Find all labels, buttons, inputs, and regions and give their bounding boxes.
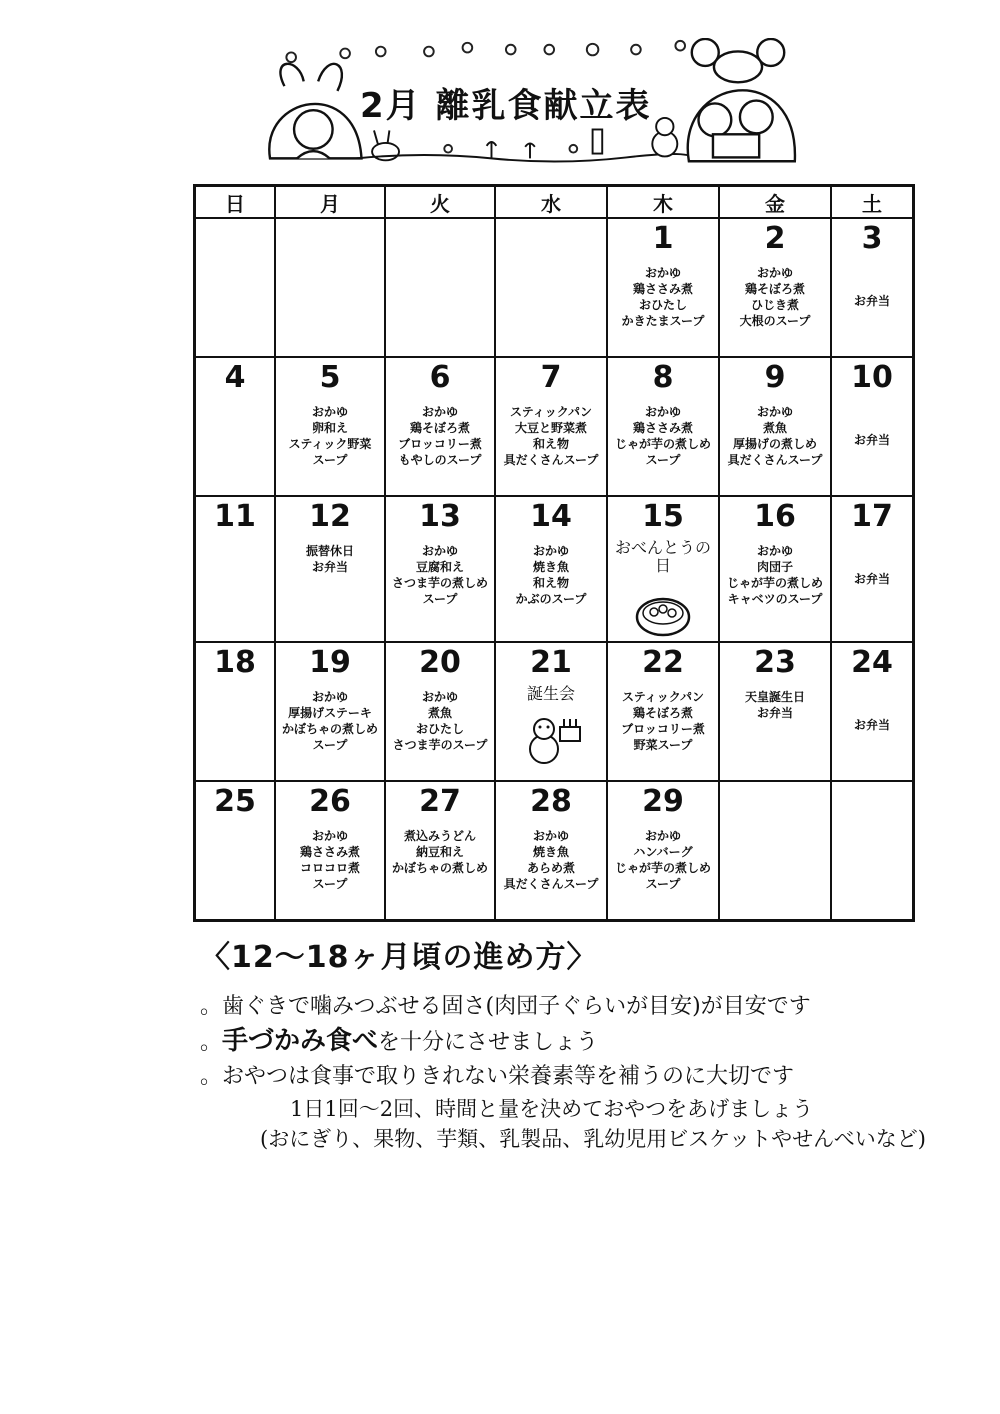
menu-item: 野菜スープ	[633, 738, 693, 752]
menu-item: おかゆ	[532, 829, 569, 843]
weekday-thu: 木	[607, 186, 719, 219]
menu-item: 鶏ささみ煮	[632, 282, 693, 296]
menu-item: スープ	[312, 738, 348, 752]
day-menu	[608, 404, 718, 468]
day-number: 24	[851, 645, 893, 680]
day-menu	[386, 689, 494, 753]
day-event-note: 誕生会	[526, 684, 575, 703]
day-menu	[608, 689, 718, 753]
day-number: 16	[754, 499, 796, 534]
menu-item: おかゆ	[421, 544, 458, 558]
calendar-day-cell	[831, 357, 914, 496]
menu-item: スープ	[645, 877, 681, 891]
menu-item: おかゆ	[311, 829, 348, 843]
day-menu	[276, 828, 384, 892]
day-number: 14	[530, 499, 572, 534]
calendar-day-cell	[607, 357, 719, 496]
guide-line-1: 。歯ぐきで噛みつぶせる固さ(肉団子ぐらいが目安)が目安です	[200, 994, 811, 1019]
calendar-day-cell	[275, 781, 385, 921]
calendar-day-cell	[385, 781, 495, 921]
calendar-day-cell	[607, 218, 719, 357]
menu-item: おかゆ	[311, 690, 348, 704]
day-menu	[386, 543, 494, 607]
menu-item: ブロッコリー煮	[398, 437, 482, 451]
day-number: 29	[642, 784, 684, 819]
menu-calendar	[193, 184, 915, 922]
menu-item: ひじき煮	[750, 298, 799, 312]
day-menu	[832, 293, 912, 309]
menu-item: おひたし	[415, 722, 464, 736]
menu-item: 鶏そぼろ煮	[409, 421, 470, 435]
menu-item: おかゆ	[644, 405, 681, 419]
menu-item: お弁当	[853, 718, 890, 732]
guide-title: 〈12〜18ヶ月頃の進め方〉	[200, 940, 598, 975]
calendar-day-cell	[385, 496, 495, 642]
menu-item: スープ	[422, 592, 458, 606]
menu-item: じゃが芋の煮しめ	[614, 437, 711, 451]
day-number: 19	[309, 645, 351, 680]
calendar-day-cell	[831, 642, 914, 781]
calendar-week-row	[195, 496, 914, 642]
menu-item: おひたし	[638, 298, 687, 312]
menu-item: お弁当	[311, 560, 348, 574]
menu-item: 肉団子	[756, 560, 793, 574]
guide-line-3: 。おやつは食事で取りきれない栄養素等を補うのに大切です	[200, 1064, 795, 1089]
guide-line-2-rest: を十分にさせましょう	[378, 1030, 599, 1055]
calendar-day-cell	[607, 642, 719, 781]
calendar-day-cell	[719, 496, 831, 642]
calendar-day-cell	[385, 642, 495, 781]
menu-item: おかゆ	[421, 690, 458, 704]
menu-item: スープ	[312, 877, 348, 891]
day-number: 21	[530, 645, 572, 680]
menu-item: 煮魚	[762, 421, 787, 435]
day-number: 1	[652, 221, 674, 256]
calendar-day-cell	[831, 218, 914, 357]
day-number: 9	[764, 360, 786, 395]
guide-line-2: 。手づかみ食べを十分にさせましょう	[200, 1026, 599, 1056]
menu-item: かきたまスープ	[621, 314, 705, 328]
menu-item: 鶏そぼろ煮	[744, 282, 805, 296]
menu-item: ハンバーグ	[633, 845, 693, 859]
menu-item: 天皇誕生日	[744, 690, 805, 704]
day-number: 3	[861, 221, 883, 256]
calendar-day-cell	[495, 781, 607, 921]
menu-item: 鶏ささみ煮	[632, 421, 693, 435]
menu-item: スティックパン	[509, 405, 593, 419]
menu-item: 煮魚	[427, 706, 452, 720]
menu-item: あらめ煮	[526, 861, 575, 875]
menu-item: 和え物	[532, 576, 569, 590]
day-number	[496, 223, 606, 255]
menu-item: 具だくさんスープ	[727, 453, 823, 467]
calendar-day-cell	[719, 218, 831, 357]
menu-item: さつま芋のスープ	[392, 738, 488, 752]
guide-line-2-bold: 手づかみ食べ	[222, 1026, 379, 1056]
calendar-day-cell	[275, 496, 385, 642]
calendar-day-cell	[195, 218, 276, 357]
menu-item: スープ	[645, 453, 681, 467]
calendar-day-cell	[495, 357, 607, 496]
day-number	[832, 786, 912, 818]
menu-item: おかゆ	[644, 266, 681, 280]
calendar-day-cell	[495, 218, 607, 357]
day-menu	[496, 543, 606, 607]
calendar-week-row	[195, 357, 914, 496]
menu-item: 和え物	[532, 437, 569, 451]
calendar-body	[195, 218, 914, 921]
day-menu	[832, 571, 912, 587]
menu-item: おかゆ	[532, 544, 569, 558]
calendar-day-cell	[275, 218, 385, 357]
menu-item: かぶのスープ	[515, 592, 587, 606]
calendar-day-cell	[719, 781, 831, 921]
day-number: 26	[309, 784, 351, 819]
menu-item: かぼちゃの煮しめ	[391, 861, 488, 875]
guide-line-5: (おにぎり、果物、芋類、乳製品、乳幼児用ビスケットやせんべいなど)	[260, 1127, 926, 1151]
calendar-day-cell	[195, 357, 276, 496]
weekday-wed: 水	[495, 186, 607, 219]
calendar-week-row	[195, 781, 914, 921]
snowman-cake-icon	[516, 709, 586, 769]
day-number: 18	[214, 645, 256, 680]
weekday-sun: 日	[195, 186, 276, 219]
day-menu	[832, 432, 912, 448]
day-menu	[720, 404, 830, 468]
day-number: 6	[429, 360, 451, 395]
calendar-day-cell	[719, 357, 831, 496]
day-menu	[386, 828, 494, 876]
weekday-mon: 月	[275, 186, 385, 219]
menu-item: ブロッコリー煮	[621, 722, 705, 736]
day-number: 13	[419, 499, 461, 534]
day-menu	[386, 404, 494, 468]
day-menu	[608, 828, 718, 892]
feeding-guide	[200, 932, 960, 1154]
day-menu	[720, 543, 830, 607]
menu-item: 焼き魚	[532, 560, 569, 574]
day-number: 10	[851, 360, 893, 395]
day-menu	[720, 689, 830, 721]
calendar-day-cell	[195, 642, 276, 781]
day-number: 20	[419, 645, 461, 680]
menu-item: キャベツのスープ	[727, 592, 823, 606]
calendar-day-cell	[607, 496, 719, 642]
weekday-tue: 火	[385, 186, 495, 219]
weekday-sat: 土	[831, 186, 914, 219]
menu-item: さつま芋の煮しめ	[391, 576, 488, 590]
menu-item: お弁当	[853, 294, 890, 308]
menu-item: 具だくさんスープ	[503, 453, 599, 467]
menu-item: おかゆ	[756, 544, 793, 558]
day-menu	[496, 404, 606, 468]
day-menu	[496, 828, 606, 892]
day-menu	[276, 689, 384, 753]
calendar-week-row	[195, 218, 914, 357]
calendar-day-cell	[195, 781, 276, 921]
menu-item: もやしのスープ	[398, 453, 482, 467]
day-number: 7	[540, 360, 562, 395]
day-menu	[832, 717, 912, 733]
calendar-day-cell	[831, 781, 914, 921]
day-number	[196, 223, 274, 255]
menu-item: おかゆ	[756, 266, 793, 280]
menu-item: スープ	[312, 453, 348, 467]
day-menu	[608, 265, 718, 329]
day-number: 8	[652, 360, 674, 395]
day-number: 25	[214, 784, 256, 819]
calendar-day-cell	[719, 642, 831, 781]
day-number: 2	[764, 221, 786, 256]
guide-line-4: 1日1回〜2回、時間と量を決めておやつをあげましょう	[290, 1097, 814, 1121]
lunchbox-icon	[628, 581, 698, 641]
day-number: 11	[214, 499, 256, 534]
calendar-day-cell	[385, 218, 495, 357]
menu-item: 納豆和え	[415, 845, 464, 859]
weekday-header-row	[195, 186, 914, 219]
menu-item: おかゆ	[756, 405, 793, 419]
day-event-note: おべんとうの日	[614, 538, 711, 575]
weekday-fri: 金	[719, 186, 831, 219]
day-menu	[276, 543, 384, 575]
day-number: 27	[419, 784, 461, 819]
day-menu	[276, 404, 384, 468]
menu-item: お弁当	[853, 433, 890, 447]
menu-item: おかゆ	[421, 405, 458, 419]
menu-item: おかゆ	[311, 405, 348, 419]
menu-item: じゃが芋の煮しめ	[614, 861, 711, 875]
calendar-day-cell	[607, 781, 719, 921]
menu-item: かぼちゃの煮しめ	[281, 722, 378, 736]
menu-item: 煮込みうどん	[403, 829, 476, 843]
day-number	[386, 223, 494, 255]
calendar-day-cell	[495, 496, 607, 642]
day-number	[276, 223, 384, 255]
calendar-day-cell	[495, 642, 607, 781]
menu-item: 大豆と野菜煮	[514, 421, 587, 435]
menu-item: 厚揚げの煮しめ	[732, 437, 817, 451]
day-number	[720, 786, 830, 818]
calendar-day-cell	[831, 496, 914, 642]
menu-item: スティック野菜	[288, 437, 372, 451]
menu-item: お弁当	[756, 706, 793, 720]
day-number: 23	[754, 645, 796, 680]
menu-item: じゃが芋の煮しめ	[726, 576, 823, 590]
day-number: 22	[642, 645, 684, 680]
calendar-day-cell	[195, 496, 276, 642]
day-number: 5	[319, 360, 341, 395]
page-title: 2月 離乳食献立表	[360, 86, 652, 126]
menu-item: コロコロ煮	[299, 861, 360, 875]
day-number: 15	[642, 499, 684, 534]
menu-item: 焼き魚	[532, 845, 569, 859]
calendar-day-cell	[385, 357, 495, 496]
day-menu	[720, 265, 830, 329]
menu-item: 具だくさんスープ	[503, 877, 599, 891]
menu-item: 鶏そぼろ煮	[632, 706, 693, 720]
menu-item: 豆腐和え	[415, 560, 464, 574]
day-number: 4	[224, 360, 246, 395]
menu-item: 大根のスープ	[739, 314, 811, 328]
menu-item: 鶏ささみ煮	[299, 845, 360, 859]
calendar-day-cell	[275, 357, 385, 496]
calendar-week-row	[195, 642, 914, 781]
menu-item: 厚揚げステーキ	[288, 706, 372, 720]
day-number: 28	[530, 784, 572, 819]
day-number: 17	[851, 499, 893, 534]
menu-item: スティックパン	[621, 690, 705, 704]
menu-item: 卵和え	[311, 421, 348, 435]
menu-item: お弁当	[853, 572, 890, 586]
menu-item: おかゆ	[644, 829, 681, 843]
day-number: 12	[309, 499, 351, 534]
menu-item: 振替休日	[305, 544, 354, 558]
calendar-day-cell	[275, 642, 385, 781]
